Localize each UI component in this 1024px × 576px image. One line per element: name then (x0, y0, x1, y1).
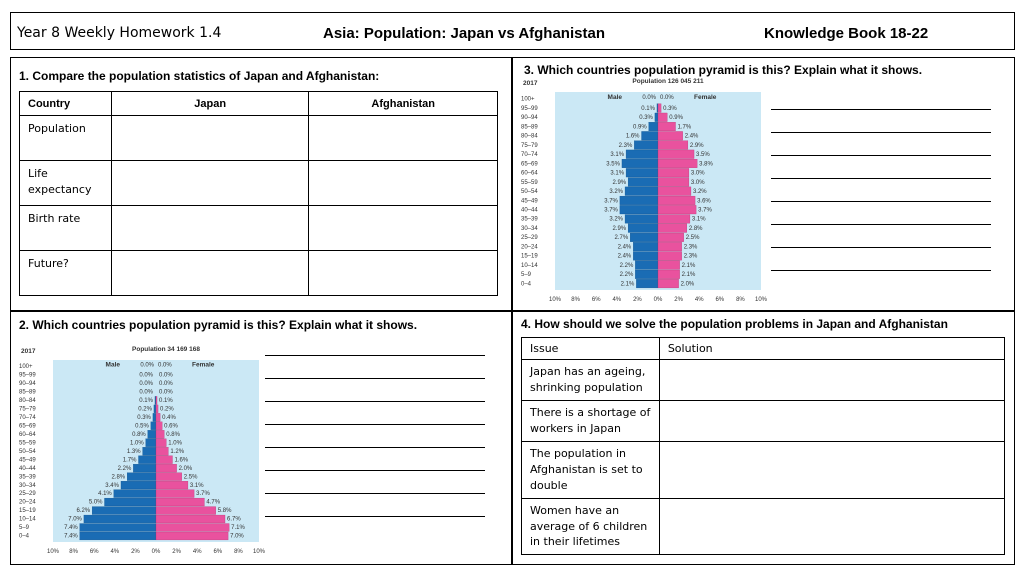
age-group-label: 30–34 (19, 482, 36, 489)
female-value-label: 3.7% (196, 491, 210, 498)
answer-line[interactable] (771, 270, 991, 271)
female-value-label: 0.0% (158, 362, 172, 369)
male-value-label: 7.0% (68, 516, 82, 523)
male-value-label: 0.0% (140, 362, 154, 369)
answer-line[interactable] (265, 401, 485, 402)
male-bar (151, 422, 156, 430)
japan-population-pyramid (519, 76, 768, 304)
answer-cell-japan-population[interactable] (111, 116, 308, 161)
male-bar (635, 261, 658, 270)
female-value-label: 1.0% (168, 440, 182, 447)
table-row (20, 116, 498, 161)
x-tick-label: 8% (571, 297, 580, 303)
male-value-label: 2.9% (612, 225, 627, 232)
female-bar (658, 159, 697, 168)
issue-cell: The population in Afghanistan is set to double (522, 441, 660, 498)
female-bar (156, 473, 182, 481)
age-group-label: 65–69 (521, 161, 538, 168)
x-tick-label: 4% (110, 549, 120, 555)
age-group-label: 65–69 (19, 423, 36, 430)
female-value-label: 0.1% (159, 398, 173, 405)
male-value-label: 7.4% (64, 525, 78, 532)
answer-line[interactable] (265, 355, 485, 356)
answer-cell-afghanistan-life-expectancy[interactable] (309, 161, 498, 206)
question-4-panel (512, 311, 1015, 565)
age-group-label: 25–29 (521, 235, 538, 242)
question-2-panel (10, 311, 512, 565)
question-3-title: 3. Which countries population pyramid is this? Explain what it shows. (524, 63, 923, 77)
answer-line[interactable] (265, 378, 485, 379)
age-group-label: 55–59 (521, 179, 538, 186)
answer-line[interactable] (771, 155, 991, 156)
x-tick-label: 2% (674, 297, 683, 303)
age-group-label: 85–89 (19, 389, 36, 396)
female-bar (658, 196, 695, 205)
female-bar (156, 422, 162, 430)
female-value-label: 2.1% (681, 262, 696, 269)
female-bar (658, 104, 661, 113)
female-value-label: 7.1% (231, 525, 245, 532)
female-value-label: 1.6% (174, 457, 189, 464)
male-value-label: 2.2% (117, 465, 132, 472)
male-value-label: 2.2% (619, 262, 634, 269)
male-bar (622, 159, 658, 168)
female-value-label: 0.4% (162, 414, 176, 421)
age-group-label: 0–4 (19, 533, 30, 540)
male-bar (154, 405, 156, 413)
header-bar (10, 12, 1015, 50)
age-group-label: 80–84 (521, 133, 538, 140)
age-group-label: 15–19 (19, 508, 36, 515)
male-value-label: 0.1% (139, 398, 153, 405)
male-value-label: 2.1% (620, 281, 635, 288)
male-bar (642, 131, 658, 140)
male-value-label: 2.2% (619, 272, 634, 279)
female-value-label: 1.7% (677, 124, 692, 131)
male-bar (634, 141, 658, 150)
male-value-label: 2.3% (618, 142, 633, 149)
answer-line[interactable] (265, 424, 485, 425)
issue-cell: Women have an average of 6 children in their lifetimes (522, 498, 660, 555)
male-value-label: 2.7% (614, 235, 629, 242)
male-value-label: 3.2% (609, 216, 624, 223)
male-bar (649, 122, 658, 131)
answer-line[interactable] (771, 247, 991, 248)
age-group-label: 5–9 (19, 525, 30, 532)
male-bar (625, 215, 658, 224)
female-bar (156, 430, 164, 438)
male-value-label: 0.3% (639, 115, 653, 122)
age-group-label: 0–4 (521, 281, 532, 288)
age-group-label: 50–54 (19, 448, 36, 455)
x-tick-label: 8% (736, 297, 745, 303)
male-bar (626, 168, 658, 177)
female-value-label: 3.5% (696, 152, 710, 159)
x-tick-label: 8% (69, 549, 78, 555)
female-value-label: 3.1% (691, 216, 706, 223)
male-bar (148, 430, 156, 438)
table-header-row (522, 338, 1005, 360)
female-bar (658, 178, 689, 187)
female-value-label: 4.7% (206, 499, 221, 506)
age-group-label: 100+ (521, 96, 535, 103)
female-value-label: 3.0% (690, 170, 705, 177)
answer-line[interactable] (265, 470, 485, 471)
male-value-label: 1.6% (625, 133, 640, 140)
answer-lines-q3 (771, 109, 991, 293)
table-row (20, 206, 498, 251)
age-group-label: 40–44 (19, 465, 36, 472)
age-group-label: 70–74 (521, 152, 538, 159)
female-bar (156, 524, 229, 532)
female-value-label: 3.1% (189, 482, 204, 489)
solution-answer-cell[interactable] (659, 400, 1004, 441)
male-value-label: 2.9% (612, 179, 627, 186)
x-tick-label: 4% (694, 297, 704, 303)
topic-title: Asia: Population: Japan vs Afghanistan (323, 25, 605, 42)
female-value-label: 2.4% (684, 133, 699, 140)
pyramid-female-label: Female (694, 93, 717, 101)
question-3-panel (512, 57, 1015, 311)
table-header-row (20, 92, 498, 116)
age-group-label: 50–54 (521, 189, 538, 196)
female-value-label: 2.8% (688, 225, 703, 232)
male-bar (127, 473, 156, 481)
female-value-label: 2.3% (683, 253, 698, 260)
column-header-country: Country (20, 92, 112, 116)
female-bar (156, 532, 228, 540)
male-value-label: 3.1% (610, 152, 625, 159)
female-value-label: 2.5% (685, 235, 700, 242)
female-value-label: 0.0% (159, 372, 173, 379)
female-value-label: 3.0% (690, 179, 705, 186)
female-bar (658, 113, 667, 122)
female-value-label: 1.2% (170, 448, 185, 455)
question-1-panel (10, 57, 512, 311)
row-label-life-expectancy: Life expectancy (20, 161, 112, 206)
male-value-label: 3.4% (105, 482, 119, 489)
age-group-label: 10–14 (19, 516, 36, 523)
answer-cell-japan-life-expectancy[interactable] (111, 161, 308, 206)
female-value-label: 2.0% (178, 465, 193, 472)
column-header-japan: Japan (111, 92, 308, 116)
male-bar (628, 178, 658, 187)
age-group-label: 90–94 (521, 115, 538, 122)
male-value-label: 0.1% (641, 105, 655, 112)
answer-line[interactable] (265, 516, 485, 517)
female-value-label: 3.2% (692, 189, 707, 196)
age-group-label: 60–64 (19, 431, 36, 438)
male-value-label: 2.4% (617, 253, 632, 260)
x-tick-label: 6% (213, 549, 223, 555)
male-bar (633, 252, 658, 261)
male-value-label: 0.8% (132, 431, 146, 438)
column-header-solution: Solution (659, 338, 1004, 360)
age-group-label: 70–74 (19, 414, 36, 421)
male-bar (628, 224, 658, 233)
x-tick-label: 10% (754, 297, 768, 303)
x-tick-label: 4% (612, 297, 622, 303)
male-bar (105, 498, 157, 506)
x-tick-label: 6% (89, 549, 99, 555)
female-bar (658, 270, 680, 279)
male-value-label: 4.1% (98, 491, 112, 498)
female-bar (156, 439, 166, 447)
female-bar (658, 215, 690, 224)
x-tick-label: 0% (653, 297, 663, 303)
female-bar (658, 122, 676, 131)
male-bar (620, 205, 658, 214)
age-group-label: 35–39 (521, 216, 538, 223)
male-bar (633, 242, 658, 251)
male-value-label: 3.2% (609, 189, 624, 196)
answer-line[interactable] (265, 447, 485, 448)
male-value-label: 3.7% (604, 207, 618, 214)
female-value-label: 7.0% (230, 533, 244, 540)
column-header-afghanistan: Afghanistan (309, 92, 498, 116)
male-bar (121, 481, 156, 489)
age-group-label: 95–99 (521, 105, 538, 112)
answer-line[interactable] (265, 493, 485, 494)
female-bar (658, 224, 687, 233)
answer-cell-japan-birth-rate[interactable] (111, 206, 308, 251)
age-group-label: 75–79 (521, 142, 538, 149)
male-bar (620, 196, 658, 205)
table-row (522, 498, 1005, 555)
answer-cell-japan-future[interactable] (111, 251, 308, 296)
age-group-label: 55–59 (19, 440, 36, 447)
row-label-birth-rate: Birth rate (20, 206, 112, 251)
pyramid-title: Population 126 045 211 (632, 78, 704, 85)
pyramid-year-label: 2017 (523, 80, 538, 87)
answer-line[interactable] (771, 109, 991, 110)
female-value-label: 0.3% (663, 105, 677, 112)
male-value-label: 2.8% (111, 474, 126, 481)
issue-cell: Japan has an ageing, shrinking population (522, 360, 660, 401)
x-tick-label: 2% (172, 549, 181, 555)
age-group-label: 20–24 (19, 499, 36, 506)
female-value-label: 3.7% (698, 207, 712, 214)
x-tick-label: 8% (234, 549, 243, 555)
male-bar (635, 270, 658, 279)
male-value-label: 0.0% (139, 372, 153, 379)
male-value-label: 0.9% (633, 124, 647, 131)
question-2-title: 2. Which countries population pyramid is this? Explain what it shows. (19, 318, 418, 332)
male-value-label: 0.3% (137, 414, 151, 421)
question-4-title: 4. How should we solve the population problems in Japan and Afghanistan (521, 317, 948, 331)
answer-line[interactable] (771, 132, 991, 133)
male-value-label: 1.7% (122, 457, 137, 464)
pyramid-male-label: Male (105, 361, 120, 369)
female-bar (658, 233, 684, 242)
female-value-label: 5.8% (217, 508, 232, 515)
male-bar (114, 490, 156, 498)
female-bar (156, 481, 188, 489)
table-row (20, 251, 498, 296)
x-tick-label: 10% (548, 297, 562, 303)
female-bar (658, 131, 683, 140)
table-row (522, 400, 1005, 441)
male-bar (146, 439, 156, 447)
age-group-label: 80–84 (19, 398, 36, 405)
table-row (20, 161, 498, 206)
male-bar (80, 532, 156, 540)
female-bar (156, 413, 160, 421)
age-group-label: 45–49 (19, 457, 36, 464)
female-value-label: 2.0% (680, 281, 695, 288)
x-tick-label: 2% (131, 549, 140, 555)
issues-solutions-table (521, 337, 1005, 555)
male-value-label: 0.2% (138, 406, 152, 413)
female-value-label: 2.5% (183, 474, 198, 481)
male-bar (92, 507, 156, 515)
male-bar (80, 524, 156, 532)
row-label-future: Future? (20, 251, 112, 296)
age-group-label: 30–34 (521, 225, 538, 232)
female-bar (156, 464, 177, 472)
female-value-label: 0.2% (160, 406, 174, 413)
age-group-label: 10–14 (521, 262, 538, 269)
age-group-label: 85–89 (521, 124, 538, 131)
female-bar (658, 168, 689, 177)
age-group-label: 20–24 (521, 244, 538, 251)
age-group-label: 100+ (19, 364, 33, 371)
solution-answer-cell[interactable] (659, 441, 1004, 498)
knowledge-book-ref: Knowledge Book 18-22 (764, 25, 929, 42)
male-value-label: 0.0% (642, 94, 656, 101)
male-value-label: 7.4% (64, 533, 78, 540)
pyramid-year-label: 2017 (21, 348, 36, 355)
x-tick-label: 4% (192, 549, 202, 555)
female-value-label: 6.7% (227, 516, 241, 523)
female-bar (658, 252, 682, 261)
male-value-label: 3.1% (610, 170, 625, 177)
answer-lines-q2 (265, 355, 485, 539)
male-bar (655, 113, 658, 122)
answer-cell-afghanistan-birth-rate[interactable] (309, 206, 498, 251)
male-bar (84, 515, 156, 523)
issue-cell: There is a shortage of workers in Japan (522, 400, 660, 441)
male-bar (155, 396, 156, 404)
male-bar (138, 456, 156, 464)
male-bar (625, 187, 658, 196)
female-bar (658, 261, 680, 270)
female-bar (156, 456, 172, 464)
age-group-label: 45–49 (521, 198, 538, 205)
age-group-label: 40–44 (521, 207, 538, 214)
comparison-table (19, 91, 498, 296)
column-header-issue: Issue (522, 338, 660, 360)
female-bar (658, 205, 696, 214)
table-row (522, 441, 1005, 498)
row-label-population: Population (20, 116, 112, 161)
age-group-label: 90–94 (19, 381, 36, 388)
female-bar (658, 150, 694, 159)
male-value-label: 5.0% (88, 499, 103, 506)
female-value-label: 0.0% (159, 381, 173, 388)
answer-line[interactable] (771, 178, 991, 179)
female-bar (156, 447, 168, 455)
age-group-label: 75–79 (19, 406, 36, 413)
answer-line[interactable] (771, 224, 991, 225)
x-tick-label: 6% (715, 297, 725, 303)
female-bar (156, 490, 194, 498)
age-group-label: 25–29 (19, 491, 36, 498)
solution-answer-cell[interactable] (659, 360, 1004, 401)
female-value-label: 2.3% (683, 244, 698, 251)
homework-title: Year 8 Weekly Homework 1.4 (17, 25, 222, 41)
female-value-label: 3.8% (699, 161, 713, 168)
male-value-label: 0.0% (139, 389, 153, 396)
male-bar (143, 447, 156, 455)
pyramid-title: Population 34 169 168 (132, 346, 200, 353)
solution-answer-cell[interactable] (659, 498, 1004, 555)
male-value-label: 2.4% (617, 244, 632, 251)
x-tick-label: 2% (633, 297, 642, 303)
female-bar (156, 405, 158, 413)
male-bar (133, 464, 156, 472)
female-value-label: 3.6% (697, 198, 711, 205)
male-value-label: 0.0% (139, 381, 153, 388)
age-group-label: 60–64 (521, 170, 538, 177)
female-value-label: 0.8% (166, 431, 180, 438)
age-group-label: 35–39 (19, 474, 36, 481)
age-group-label: 5–9 (521, 272, 532, 279)
female-value-label: 0.6% (164, 423, 178, 430)
female-bar (658, 279, 679, 288)
male-bar (630, 233, 658, 242)
female-value-label: 0.0% (159, 389, 173, 396)
table-row (522, 360, 1005, 401)
male-value-label: 0.5% (135, 423, 149, 430)
male-value-label: 1.3% (126, 448, 141, 455)
afghanistan-population-pyramid (17, 344, 266, 556)
female-value-label: 0.9% (669, 115, 683, 122)
pyramid-male-label: Male (607, 93, 622, 101)
male-bar (626, 150, 658, 159)
age-group-label: 95–99 (19, 372, 36, 379)
female-value-label: 2.1% (681, 272, 696, 279)
female-value-label: 0.0% (660, 94, 674, 101)
male-bar (153, 413, 156, 421)
male-value-label: 3.5% (606, 161, 620, 168)
x-tick-label: 10% (252, 549, 266, 555)
female-bar (658, 242, 682, 251)
x-tick-label: 6% (591, 297, 601, 303)
question-1-title: 1. Compare the population statistics of Japan and Afghanistan: (19, 69, 380, 83)
x-tick-label: 0% (151, 549, 161, 555)
male-bar (657, 104, 658, 113)
answer-cell-afghanistan-future[interactable] (309, 251, 498, 296)
pyramid-female-label: Female (192, 361, 215, 369)
male-bar (636, 279, 658, 288)
age-group-label: 15–19 (521, 253, 538, 260)
female-bar (156, 498, 204, 506)
female-value-label: 2.9% (689, 142, 704, 149)
male-value-label: 1.0% (130, 440, 144, 447)
female-bar (156, 515, 225, 523)
answer-line[interactable] (771, 201, 991, 202)
x-tick-label: 10% (46, 549, 60, 555)
answer-cell-afghanistan-population[interactable] (309, 116, 498, 161)
male-value-label: 6.2% (76, 508, 91, 515)
female-bar (658, 187, 691, 196)
female-bar (658, 141, 688, 150)
male-value-label: 3.7% (604, 198, 618, 205)
female-bar (156, 396, 157, 404)
female-bar (156, 507, 216, 515)
